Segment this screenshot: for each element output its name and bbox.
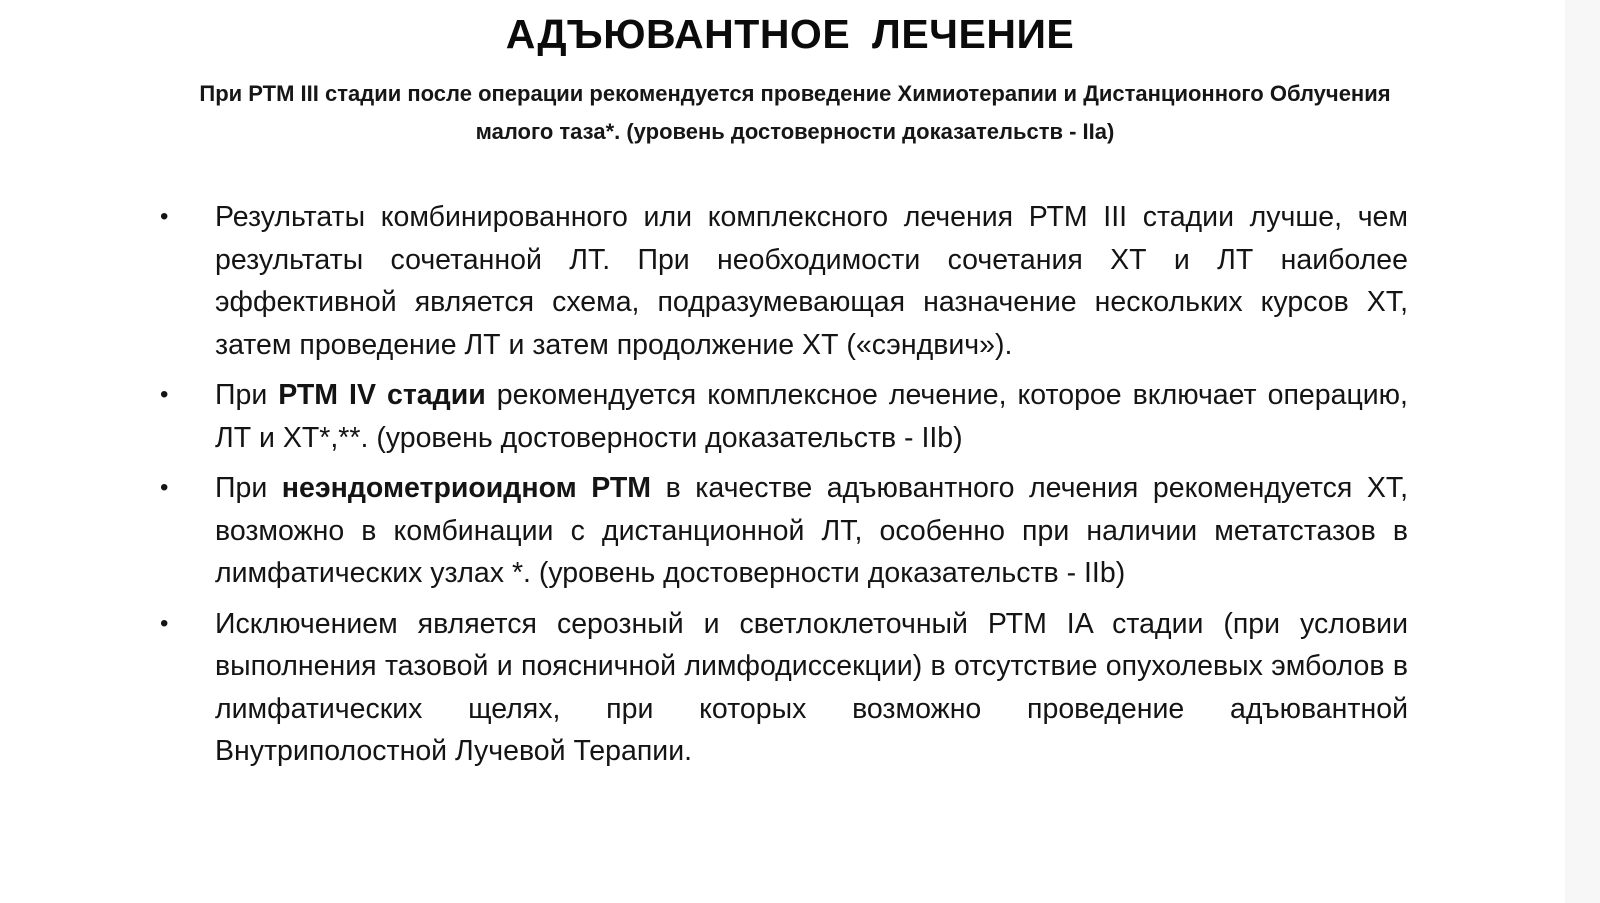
bullet-text-pre: При: [215, 379, 279, 411]
subtitle-line-1: При РТМ III стадии после операции рекомендуется проведение Химиотерапии и Дистанционного Облучения: [199, 81, 1391, 106]
bullet-dot-icon: •: [160, 381, 169, 408]
bullet-item-2: [160, 374, 1408, 459]
bullet-text: [215, 472, 1408, 589]
bullet-dot-icon: •: [160, 474, 169, 501]
bullet-dot-icon: •: [160, 609, 169, 637]
bullet-text: [215, 379, 1408, 454]
slide-title: АДЪЮВАНТНОЕ ЛЕЧЕНИЕ: [505, 11, 1075, 57]
vertical-scrollbar[interactable]: [1565, 0, 1600, 903]
slide-subtitle: [130, 75, 1460, 151]
bullet-dot-icon: •: [160, 203, 169, 230]
bullet-text-bold: неэндометриоидном РТМ: [281, 472, 652, 504]
bullet-item-3: [160, 467, 1408, 595]
bullet-item-4: [160, 603, 1408, 773]
bullet-text-bold: РТМ IV стадии: [278, 379, 486, 411]
bullet-text-pre: При: [215, 472, 282, 504]
bullet-text-post: рекомендуется комплексное лечение, которое включает операцию, ЛТ и ХТ*,**. (уровень достоверности доказательств - IIb): [215, 379, 1408, 454]
bullet-item-1: [160, 196, 1408, 366]
bullet-text: Исключением является серозный и светлоклеточный РТМ IA стадии (при условии выполнения тазовой и поясничной лимфодиссекции) в отсутствие опухолевых эмболов в лимфатических щелях, при которых возможно проведение адъювантной Внутриполостной Лучевой Терапии.: [215, 607, 1408, 767]
bullet-text-post: в качестве адъювантного лечения рекомендуется ХТ, возможно в комбинации с дистанционной ЛТ, особенно при наличии метатстазов в лимфатических узлах *. (уровень достоверности доказательств - IIb): [215, 472, 1409, 589]
bullet-list: [160, 196, 1408, 781]
subtitle-line-2: малого таза*. (уровень достоверности доказательств - IIa): [475, 119, 1115, 144]
bullet-text: Результаты комбинированного или комплексного лечения РТМ III стадии лучше, чем результаты сочетанной ЛТ. При необходимости сочетания ХТ и ЛТ наиболее эффективной является схема, подразумевающая назначение нескольких курсов ХТ, затем проведение ЛТ и затем продолжение ХТ («сэндвич»).: [215, 201, 1408, 361]
